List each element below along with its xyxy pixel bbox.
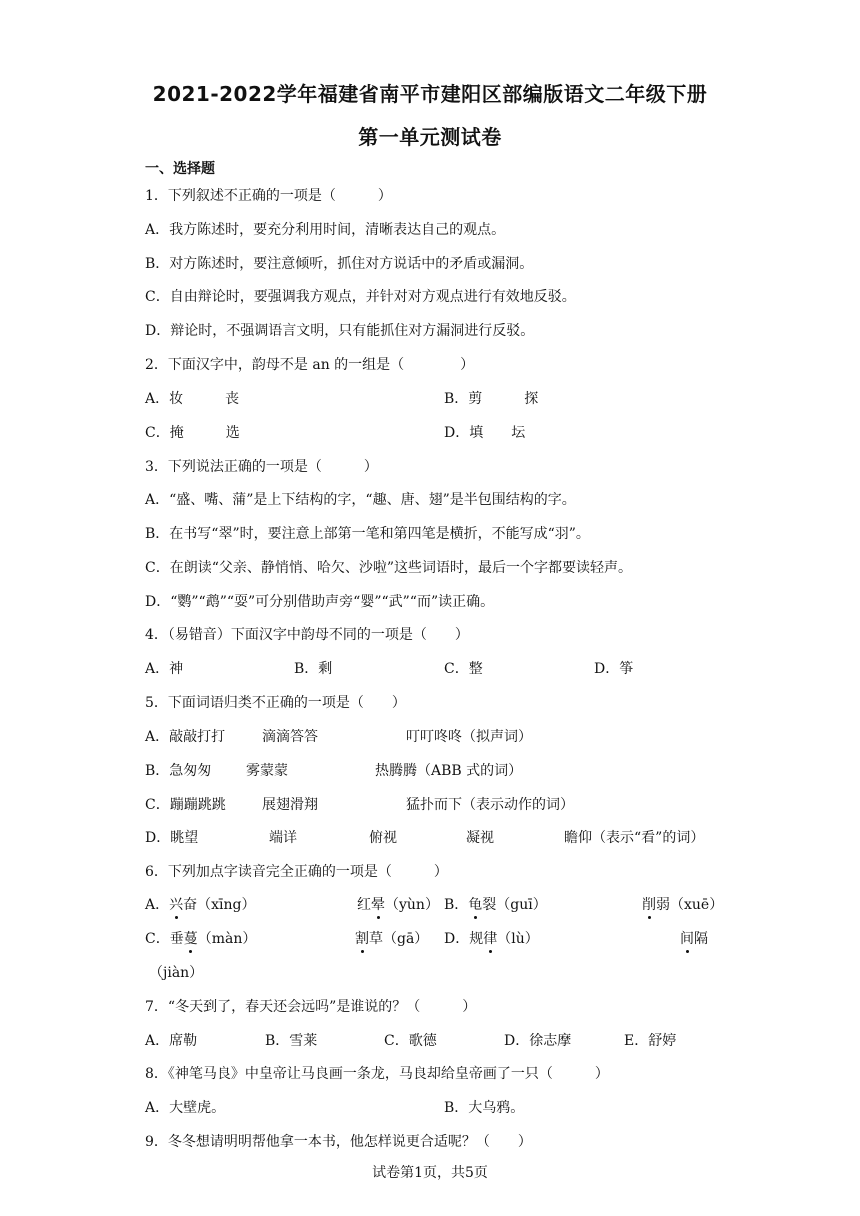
option-text: （lù） <box>497 931 539 947</box>
option-text: 隔 <box>694 931 708 947</box>
question-3-stem: 3．下列说法正确的一项是（ ） <box>145 459 378 475</box>
question-6-option-d <box>444 929 539 949</box>
question-7-option-a: A．席勒 <box>145 1033 198 1049</box>
question-5-option-c-word1: C．蹦蹦跳跳 <box>145 797 226 813</box>
question-6-option-d-word2 <box>680 929 708 949</box>
question-1-option-a: A．我方陈述时，要充分利用时间，清晰表达自己的观点。 <box>145 222 506 238</box>
question-7-option-d: D．徐志摩 <box>504 1033 572 1049</box>
question-4-option-d: D．筝 <box>594 661 634 677</box>
question-2-stem: 2．下面汉字中，韵母不是 an 的一组是（ ） <box>145 357 475 373</box>
question-6-option-d-continued: （jiàn） <box>149 965 204 981</box>
dotted-char: 龟 <box>468 897 483 913</box>
question-4-option-c: C．整 <box>444 661 483 677</box>
question-5-option-a-word3: 叮叮咚咚（拟声词） <box>406 729 532 745</box>
question-5-option-b-word2: 雾蒙蒙 <box>246 763 288 779</box>
question-2-option-c: C．掩 选 <box>145 425 240 441</box>
question-5-option-a-word1: A．敲敲打打 <box>145 729 226 745</box>
question-4-option-b: B．剩 <box>294 661 333 677</box>
question-5-option-d-word1: D．眺望 <box>145 830 199 846</box>
page-footer: 试卷第1页，共5页 <box>372 1165 488 1181</box>
question-6-option-c-word2 <box>355 929 428 949</box>
question-5-option-d-word2: 端详 <box>269 830 297 846</box>
question-8-option-a: A．大壁虎。 <box>145 1100 226 1116</box>
option-text: （màn） <box>197 931 257 947</box>
question-1-stem: 1．下列叙述不正确的一项是（ ） <box>145 188 392 204</box>
option-prefix: A． <box>145 897 170 913</box>
option-text: 红 <box>357 897 371 913</box>
question-6-option-a <box>145 895 255 915</box>
dotted-char: 间 <box>680 931 694 947</box>
question-1-option-c: C．自由辩论时，要强调我方观点，并针对对方观点进行有效地反驳。 <box>145 289 576 305</box>
dotted-char: 晕 <box>371 897 385 913</box>
question-7-stem: 7．“冬天到了，春天还会远吗”是谁说的？（ ） <box>145 999 477 1015</box>
option-text: D．规 <box>444 931 484 947</box>
question-8-option-b: B．大乌鸦。 <box>444 1100 525 1116</box>
question-6-option-c <box>145 929 256 949</box>
option-text: 弱（xuē） <box>656 897 724 913</box>
dotted-char: 兴 <box>169 897 184 913</box>
question-1-option-b: B．对方陈述时，要注意倾听，抓住对方说话中的矛盾或漏洞。 <box>145 256 534 272</box>
question-3-option-c: C．在朗读“父亲、静悄悄、哈欠、沙啦”这些词语时，最后一个字都要读轻声。 <box>145 560 633 576</box>
question-2-option-b: B．剪 探 <box>444 391 539 407</box>
question-5-stem: 5．下面词语归类不正确的一项是（ ） <box>145 695 406 711</box>
question-5-option-d-word4: 凝视 <box>466 830 494 846</box>
question-3-option-b: B．在书写“翠”时，要注意上部第一笔和第四笔是横折，不能写成“羽”。 <box>145 526 590 542</box>
question-3-option-d: D．“鹦”“鹉”“耍”可分别借助声旁“婴”“武”“而”读正确。 <box>145 594 495 610</box>
question-9-stem: 9．冬冬想请明明帮他拿一本书，他怎样说更合适呢？（ ） <box>145 1134 532 1150</box>
question-2-option-d: D．填 坛 <box>444 425 526 441</box>
question-7-option-c: C．歌德 <box>384 1033 437 1049</box>
question-5-option-a-word2: 滴滴答答 <box>262 729 318 745</box>
question-5-option-c-word3: 猛扑而下（表示动作的词） <box>406 797 574 813</box>
question-6-option-b-word2 <box>642 895 723 915</box>
question-4-stem: 4．（易错音）下面汉字中韵母不同的一项是（ ） <box>145 627 469 643</box>
dotted-char: 削 <box>642 897 656 913</box>
question-7-option-b: B．雪莱 <box>265 1033 318 1049</box>
question-5-option-b-word3: 热腾腾（ABB 式的词） <box>375 763 523 779</box>
dotted-char: 律 <box>483 931 498 947</box>
question-5-option-b-word1: B．急匆匆 <box>145 763 212 779</box>
option-text: （yùn） <box>385 897 439 913</box>
option-text: 奋（xīng） <box>183 897 256 913</box>
question-7-option-e: E．舒婷 <box>624 1033 677 1049</box>
question-5-option-c-word2: 展翅滑翔 <box>262 797 318 813</box>
question-3-option-a: A．“盛、嘴、蒲”是上下结构的字，“趣、唐、翅”是半包围结构的字。 <box>145 492 576 508</box>
option-prefix: B． <box>444 897 469 913</box>
page-subtitle: 第一单元测试卷 <box>358 125 502 149</box>
question-6-stem: 6．下列加点字读音完全正确的一项是（ ） <box>145 864 448 880</box>
dotted-char: 割 <box>355 931 369 947</box>
question-2-option-a: A．妆 丧 <box>145 391 240 407</box>
question-6-option-b <box>444 895 547 915</box>
page-title: 2021-2022学年福建省南平市建阳区部编版语文二年级下册 <box>152 82 708 106</box>
option-text: 草（gā） <box>369 931 429 947</box>
question-1-option-d: D．辩论时，不强调语言文明，只有能抓住对方漏洞进行反驳。 <box>145 323 535 339</box>
section-heading: 一、选择题 <box>145 161 215 177</box>
question-5-option-d-word5: 瞻仰（表示“看”的词） <box>564 830 705 846</box>
question-4-option-a: A．神 <box>145 661 184 677</box>
question-8-stem: 8．《神笔马良》中皇帝让马良画一条龙，马良却给皇帝画了一只（ ） <box>145 1066 609 1082</box>
dotted-char: 蔓 <box>183 931 198 947</box>
question-5-option-d-word3: 俯视 <box>369 830 397 846</box>
option-text: 裂（guī） <box>482 897 547 913</box>
option-text: C．垂 <box>145 931 184 947</box>
question-6-option-a-word2 <box>357 895 439 915</box>
